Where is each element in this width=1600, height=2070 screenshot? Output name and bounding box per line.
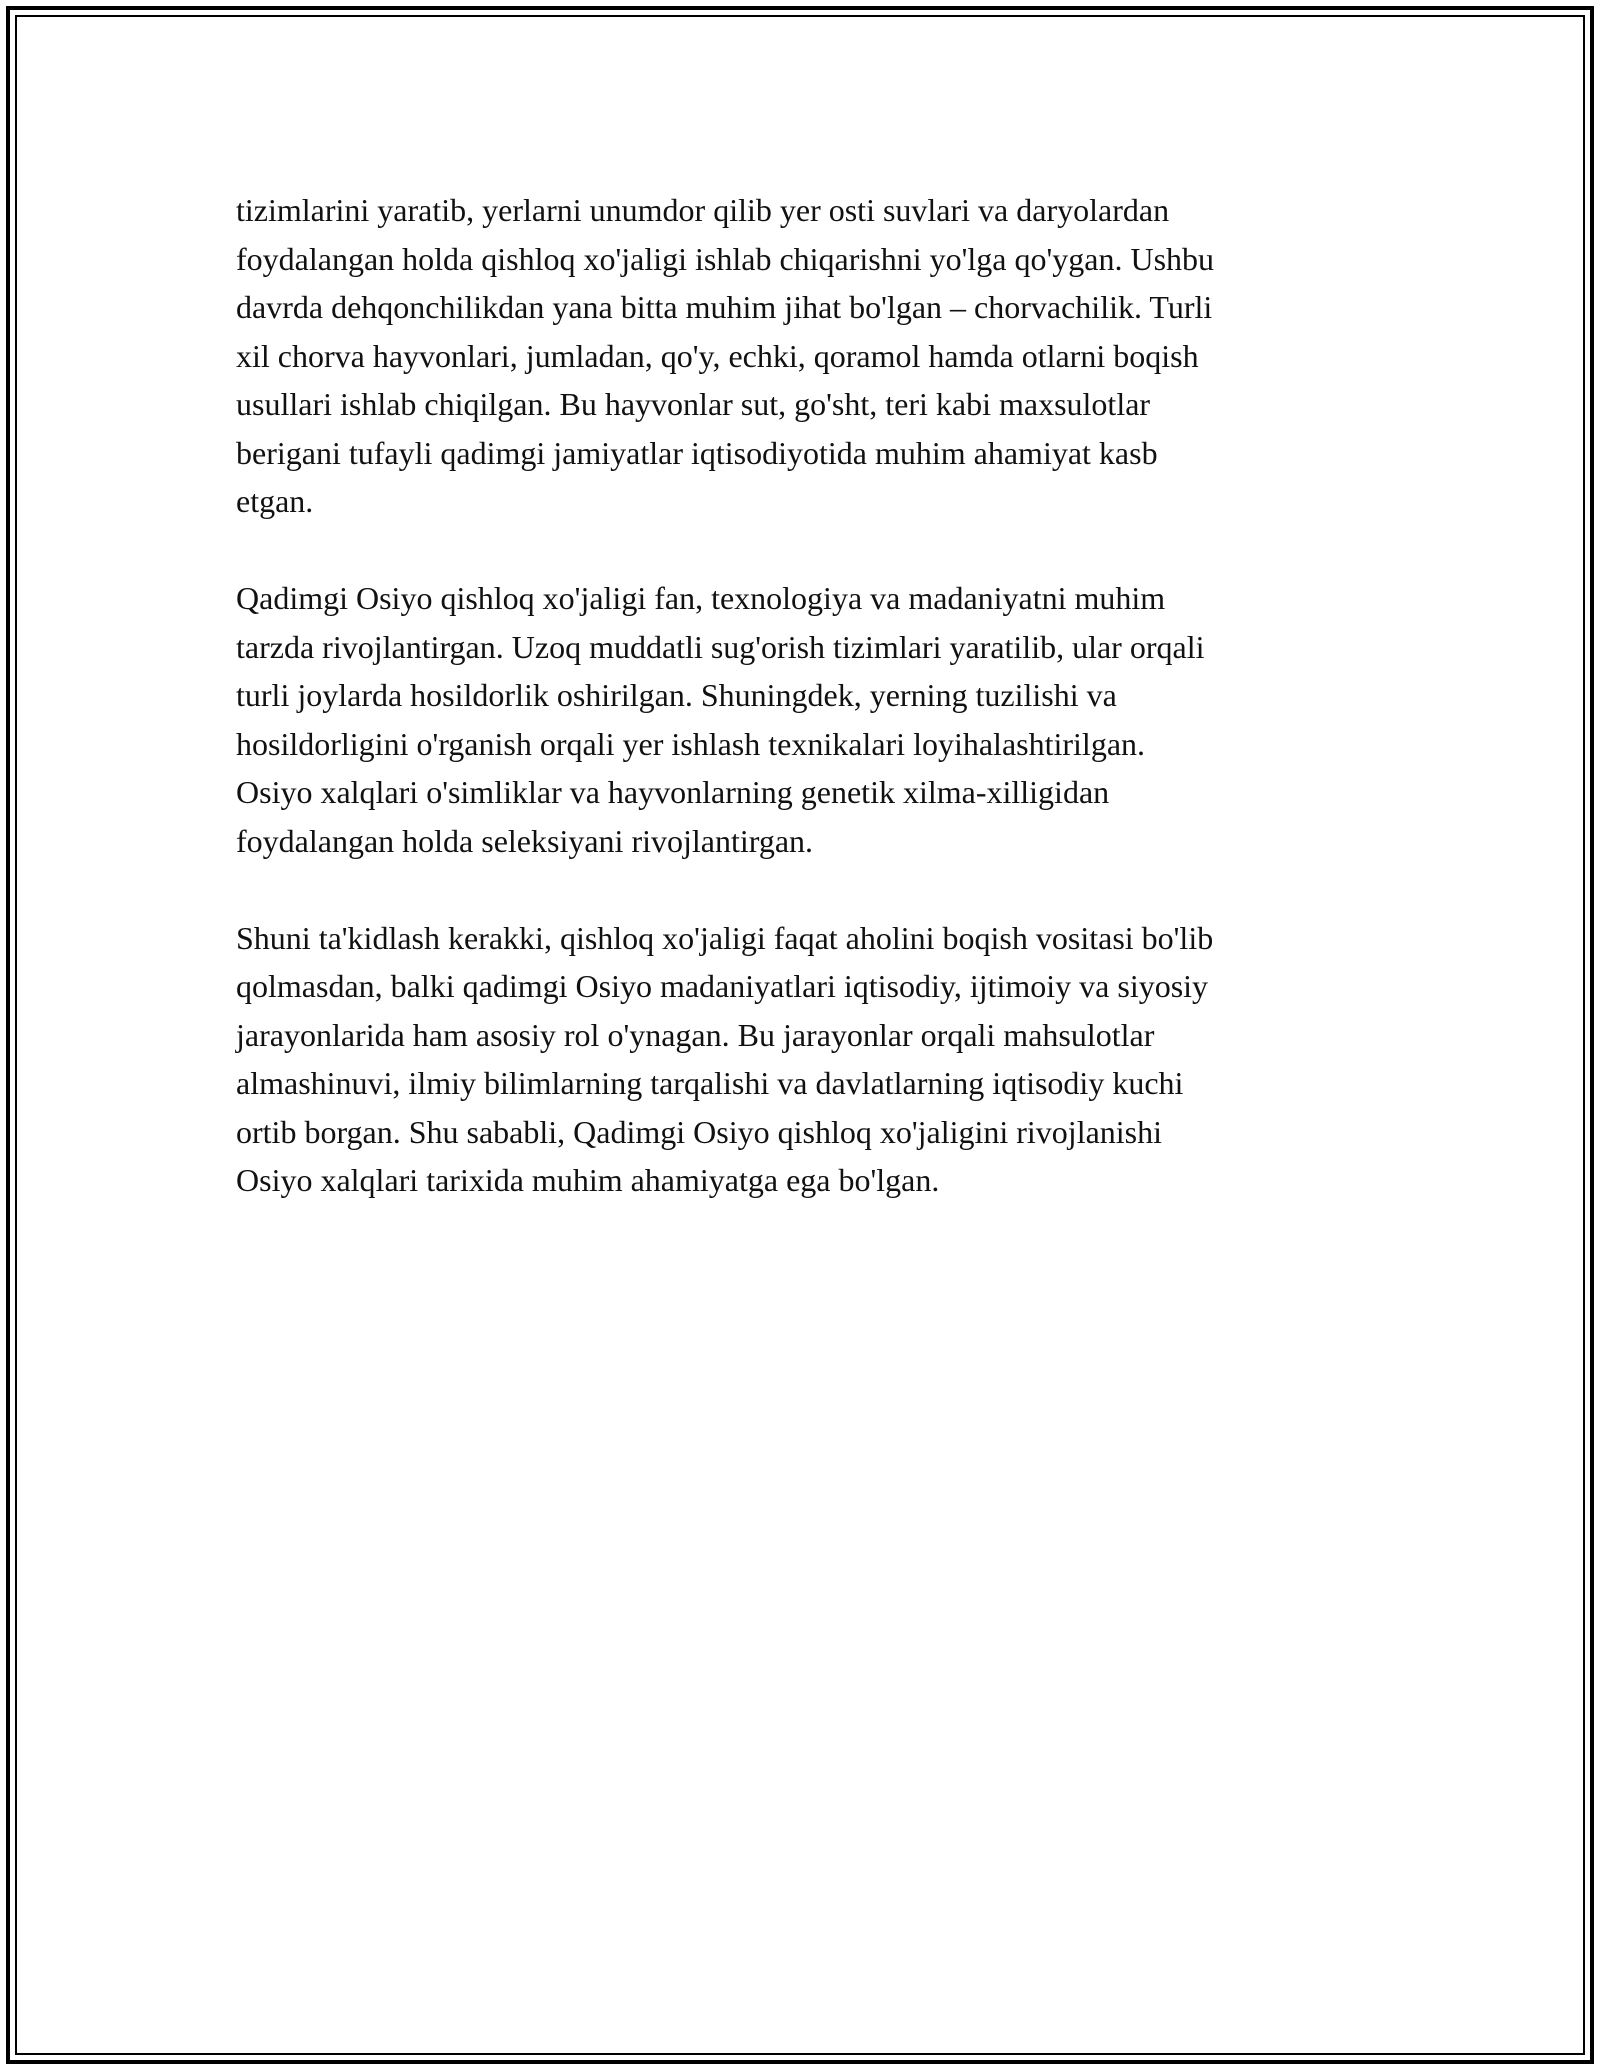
paragraph-2: Qadimgi Osiyo qishloq xo'jaligi fan, texnologiya va madaniyatni muhim tarzda rivojlantirgan. Uzoq muddatli sug'orish tizimlari yaratilib, ular orqali turli joylarda hosildorlik oshirilgan. Shuningdek, yerning tuzilishi va hosildorligini o'rganish orqali yer ishlash texnikalari loyihalashtirilgan. Osiyo xalqlari o'simliklar va hayvonlarning genetik xilma-xilligidan foydalangan holda seleksiyani rivojlantirgan. <box>236 580 1205 859</box>
paragraph-1: tizimlarini yaratib, yerlarni unumdor qilib yer osti suvlari va daryolardan foydalangan holda qishloq xo'jaligi ishlab chiqarishni yo'lga qo'ygan. Ushbu davrda dehqonchilikdan yana bitta muhim jihat bo'lgan – chorvachilik. Turli xil chorva hayvonlari, jumladan, qo'y, echki, qoramol hamda otlarni boqish usullari ishlab chiqilgan. Bu hayvonlar sut, go'sht, teri kabi maxsulotlar berigani tufayli qadimgi jamiyatlar iqtisodiyotida muhim ahamiyat kasb etgan. <box>236 192 1215 519</box>
document-body <box>236 186 1366 1205</box>
paragraph-3: Shuni ta'kidlash kerakki, qishloq xo'jaligi faqat aholini boqish vositasi bo'lib qolmasdan, balki qadimgi Osiyo madaniyatlari iqtisodiy, ijtimoiy va siyosiy jarayonlarida ham asosiy rol o'ynagan. Bu jarayonlar orqali mahsulotlar almashinuvi, ilmiy bilimlarning tarqalishi va davlatlarning iqtisodiy kuchi ortib borgan. Shu sababli, Qadimgi Osiyo qishloq xo'jaligini rivojlanishi Osiyo xalqlari tarixida muhim ahamiyatga ega bo'lgan. <box>236 919 1214 1198</box>
